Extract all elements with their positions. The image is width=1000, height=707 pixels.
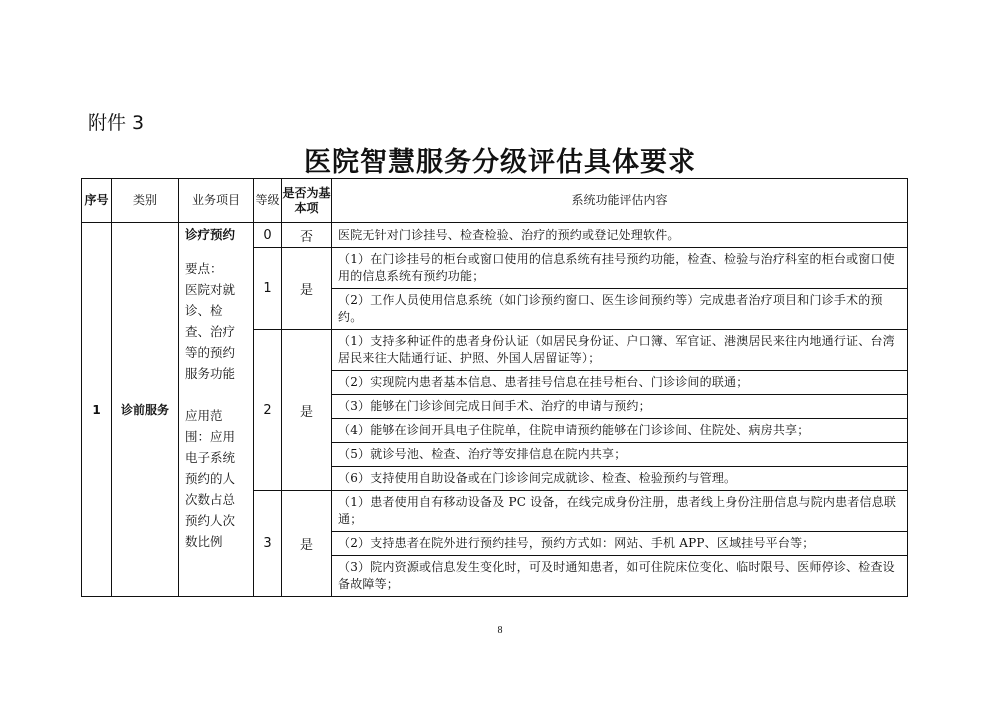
basic-item-cell: 是 [282, 491, 332, 597]
content-cell: （3）能够在门诊诊间完成日间手术、治疗的申请与预约； [332, 395, 908, 419]
item-title: 诊疗预约 [185, 227, 236, 242]
content-cell: （2）支持患者在院外进行预约挂号，预约方式如：网站、手机 APP、区域挂号平台等； [332, 532, 908, 556]
content-cell: （3）院内资源或信息发生变化时，可及时通知患者，如可住院床位变化、临时限号、医师停诊、检查设备故障等； [332, 556, 908, 597]
header-content: 系统功能评估内容 [332, 179, 908, 223]
category-cell: 诊前服务 [112, 223, 179, 597]
header-seq: 序号 [82, 179, 112, 223]
grade-cell: 2 [254, 330, 282, 491]
grade-cell: 3 [254, 491, 282, 597]
seq-cell: 1 [82, 223, 112, 597]
header-basic: 是否为基本项 [282, 179, 332, 223]
content-cell: （6）支持使用自助设备或在门诊诊间完成就诊、检查、检验预约与管理。 [332, 467, 908, 491]
page-number: 8 [497, 625, 503, 636]
basic-item-cell: 是 [282, 330, 332, 491]
requirements-table [81, 178, 908, 597]
header-category: 类别 [112, 179, 179, 223]
item-cell [179, 223, 254, 597]
header-grade: 等级 [254, 179, 282, 223]
header-item: 业务项目 [179, 179, 254, 223]
content-cell: （1）在门诊挂号的柜台或窗口使用的信息系统有挂号预约功能，检查、检验与治疗科室的柜台或窗口使用的信息系统有预约功能； [332, 248, 908, 289]
table-header-row [82, 179, 908, 223]
basic-item-cell: 是 [282, 248, 332, 330]
table-row [82, 223, 908, 248]
item-description: 要点： 医院对就诊、检查、治疗等的预约服务功能 应用范围：应用电子系统预约的人次数占总预约人次数比例 [185, 261, 236, 549]
grade-cell: 0 [254, 223, 282, 248]
content-cell: （2）实现院内患者基本信息、患者挂号信息在挂号柜台、门诊诊间的联通； [332, 371, 908, 395]
content-cell: 医院无针对门诊挂号、检查检验、治疗的预约或登记处理软件。 [332, 223, 908, 248]
content-cell: （4）能够在诊间开具电子住院单，住院申请预约能够在门诊诊间、住院处、病房共享； [332, 419, 908, 443]
grade-cell: 1 [254, 248, 282, 330]
attachment-label: 附件 3 [88, 112, 145, 134]
basic-item-cell: 否 [282, 223, 332, 248]
content-cell: （5）就诊号池、检查、治疗等安排信息在院内共享； [332, 443, 908, 467]
content-cell: （1）支持多种证件的患者身份认证（如居民身份证、户口簿、军官证、港澳居民来往内地通行证、台湾居民来往大陆通行证、护照、外国人居留证等）； [332, 330, 908, 371]
content-cell: （2）工作人员使用信息系统（如门诊预约窗口、医生诊间预约等）完成患者治疗项目和门诊手术的预约。 [332, 289, 908, 330]
document-title: 医院智慧服务分级评估具体要求 [304, 147, 696, 178]
content-cell: （1）患者使用自有移动设备及 PC 设备，在线完成身份注册，患者线上身份注册信息与院内患者信息联通； [332, 491, 908, 532]
